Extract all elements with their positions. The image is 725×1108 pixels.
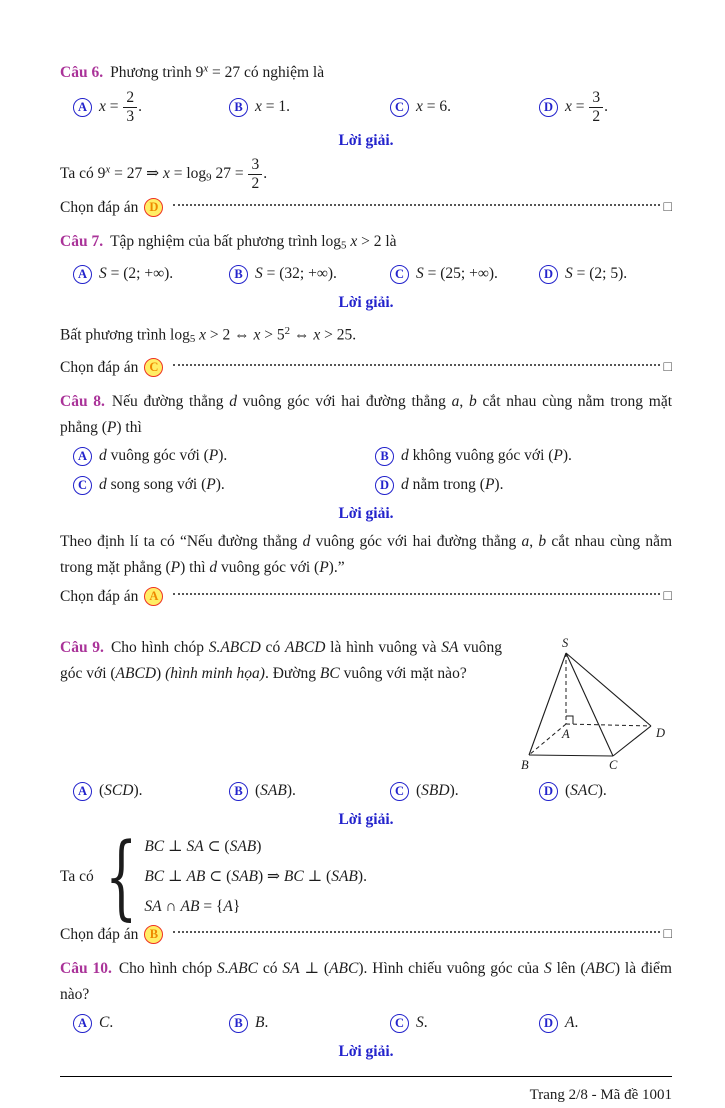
vertex-label-S: S — [562, 636, 569, 650]
chosen-answer-badge: A — [144, 587, 163, 606]
option-D — [539, 262, 672, 287]
answer-prefix: Chọn đáp án — [60, 198, 139, 216]
option-A — [73, 89, 229, 125]
question-stem: Cho hình chóp S.ABCD có ABCD là hình vuông và SA vuông góc với (ABCD) (hình minh họa). Đường BC vuông với mặt nào? — [60, 638, 502, 682]
right-angle-icon — [566, 716, 573, 724]
option-C — [390, 779, 539, 804]
option-B — [375, 444, 672, 469]
option-circle: C — [73, 476, 92, 495]
option-C — [390, 1011, 539, 1036]
question-7-heading — [60, 229, 672, 259]
solution-heading: Lời giải. — [338, 132, 394, 150]
option-text: C. — [99, 1014, 114, 1032]
option-circle: D — [375, 476, 394, 495]
solution-heading: Lời giải. — [338, 293, 394, 311]
chosen-answer-badge: B — [144, 925, 163, 944]
question-9-heading — [60, 635, 502, 687]
solution-heading: Lời giải. — [338, 1042, 394, 1060]
dotted-leader — [173, 593, 659, 595]
option-text: (SAB). — [255, 782, 296, 800]
options-row — [73, 1011, 672, 1036]
question-8-heading — [60, 389, 672, 441]
dotted-leader — [173, 931, 659, 933]
question-stem: Phương trình $9^x = 27$ có nghiệm là — [110, 63, 325, 82]
vertex-label-B: B — [521, 757, 529, 771]
option-circle: C — [390, 1014, 409, 1033]
option-circle: A — [73, 782, 92, 801]
page-footer — [60, 1076, 672, 1108]
dotted-leader — [173, 364, 659, 366]
option-D — [375, 473, 672, 498]
vertex-label-C: C — [609, 757, 618, 771]
question-8 — [60, 389, 672, 609]
option-circle: B — [375, 447, 394, 466]
answer-prefix: Chọn đáp án — [60, 587, 139, 605]
solution-text: Bất phương trình $\log_5 x > 2$ ⇔ $x > 5^2$ ⇔ x > 25. — [60, 324, 357, 345]
question-stem: Tập nghiệm của bất phương trình $\log_5 x > 2$ là — [110, 232, 397, 252]
solution-heading: Lời giải. — [338, 504, 394, 522]
case-line-1: BC ⊥ SA ⊂ (SAB) — [144, 838, 262, 856]
option-circle: A — [73, 1014, 92, 1033]
options-row — [73, 89, 672, 125]
option-text: A. — [565, 1014, 579, 1032]
option-B — [229, 262, 390, 287]
option-text: B. — [255, 1014, 269, 1032]
question-9 — [60, 635, 672, 947]
question-9-row — [60, 635, 672, 776]
case-line-2: BC ⊥ AB ⊂ (SAB) ⇒ BC ⊥ (SAB). — [144, 868, 367, 886]
option-text: d song song với (P). — [99, 476, 225, 494]
option-circle: B — [229, 98, 248, 117]
option-text: S = (2; 5). — [565, 265, 628, 283]
option-D — [539, 1011, 672, 1036]
footer-text: Trang 2/8 - Mã đề 1001 — [529, 1086, 672, 1103]
question-number: Câu 8. — [60, 392, 105, 410]
solution-heading: Lời giải. — [338, 810, 394, 828]
cases-prefix: Ta có — [60, 867, 94, 885]
pyramid-svg — [520, 637, 672, 771]
option-text: S = (2; +∞). — [99, 265, 174, 283]
option-B — [229, 1011, 390, 1036]
question-6-heading — [60, 56, 672, 86]
cases-block — [60, 822, 672, 930]
vertex-label-A: A — [562, 726, 570, 741]
option-C — [390, 262, 539, 287]
option-circle: C — [390, 782, 409, 801]
question-number: Câu 9. — [60, 638, 104, 656]
option-B — [229, 779, 390, 804]
qed-square: □ — [663, 588, 672, 604]
option-circle: B — [229, 1014, 248, 1033]
solution-text: Ta có $9^x = 27$ ⇒ $x = \log_9 27$ = $\frac{3}{2}$ . — [60, 156, 268, 192]
question-number: Câu 7. — [60, 232, 104, 250]
option-text: (SAC). — [565, 782, 607, 800]
option-circle: B — [229, 265, 248, 284]
option-circle: D — [539, 782, 558, 801]
option-A — [73, 1011, 229, 1036]
solution-text: Theo định lí ta có “Nếu đường thẳng d vuông góc với hai đường thẳng a, b cắt nhau cùng nằm trong mặt phẳng (P) thì d vuông góc với (P).” — [60, 532, 673, 576]
answer-line — [60, 355, 672, 380]
question-number: Câu 10. — [60, 959, 112, 977]
option-circle: D — [539, 265, 558, 284]
solid-edges — [529, 653, 651, 756]
question-stem: Nếu đường thẳng d vuông góc với hai đường thẳng a, b cắt nhau cùng nằm trong mặt phẳng (P) thì — [60, 392, 673, 436]
option-circle: D — [539, 1014, 558, 1033]
option-text: x = $\frac{2}{3}$ . — [99, 89, 143, 125]
question-10 — [60, 956, 672, 1067]
option-circle: A — [73, 98, 92, 117]
pyramid-figure — [520, 637, 672, 776]
option-text: S = (32; +∞). — [255, 265, 337, 283]
option-B — [229, 95, 390, 120]
option-text: S. — [416, 1014, 428, 1032]
option-A — [73, 262, 229, 287]
option-text: x = 6. — [416, 98, 452, 116]
left-brace: { — [104, 822, 138, 930]
question-number: Câu 6. — [60, 64, 104, 82]
option-circle: A — [73, 447, 92, 466]
question-10-heading — [60, 956, 672, 1008]
question-6 — [60, 56, 672, 220]
qed-square: □ — [663, 359, 672, 375]
dotted-leader — [173, 204, 659, 206]
footer-rule — [60, 1076, 672, 1077]
answer-line — [60, 584, 672, 609]
option-circle: A — [73, 265, 92, 284]
option-C — [73, 473, 375, 498]
option-C — [390, 95, 539, 120]
option-D — [539, 779, 672, 804]
options-row — [73, 262, 672, 287]
qed-square: □ — [663, 199, 672, 215]
qed-square: □ — [663, 926, 672, 942]
case-line-3: SA ∩ AB = {A} — [144, 898, 241, 916]
option-A — [73, 444, 375, 469]
option-circle: D — [539, 98, 558, 117]
cases-lines — [144, 836, 367, 917]
option-A — [73, 779, 229, 804]
option-circle: B — [229, 782, 248, 801]
answer-prefix: Chọn đáp án — [60, 925, 139, 943]
option-circle: C — [390, 98, 409, 117]
option-text: d không vuông góc với (P). — [401, 447, 572, 465]
option-text: d vuông góc với (P). — [99, 447, 228, 465]
option-text: S = (25; +∞). — [416, 265, 498, 283]
chosen-answer-badge: C — [144, 358, 163, 377]
options-row — [73, 779, 672, 804]
answer-line — [60, 195, 672, 220]
option-text: d nằm trong (P). — [401, 476, 504, 494]
option-D — [539, 89, 672, 125]
chosen-answer-badge: D — [144, 198, 163, 217]
option-text: x = $\frac{3}{2}$ . — [565, 89, 609, 125]
options-grid — [73, 444, 672, 498]
option-text: x = 1. — [255, 98, 291, 116]
option-circle: C — [390, 265, 409, 284]
question-stem: Cho hình chóp S.ABC có SA ⊥ (ABC). Hình chiếu vuông góc của S lên (ABC) là điểm nào? — [60, 959, 672, 1003]
option-text: (SBD). — [416, 782, 459, 800]
option-text: (SCD). — [99, 782, 143, 800]
vertex-label-D: D — [656, 725, 666, 740]
answer-line — [60, 922, 672, 947]
question-7 — [60, 229, 672, 380]
answer-prefix: Chọn đáp án — [60, 358, 139, 376]
